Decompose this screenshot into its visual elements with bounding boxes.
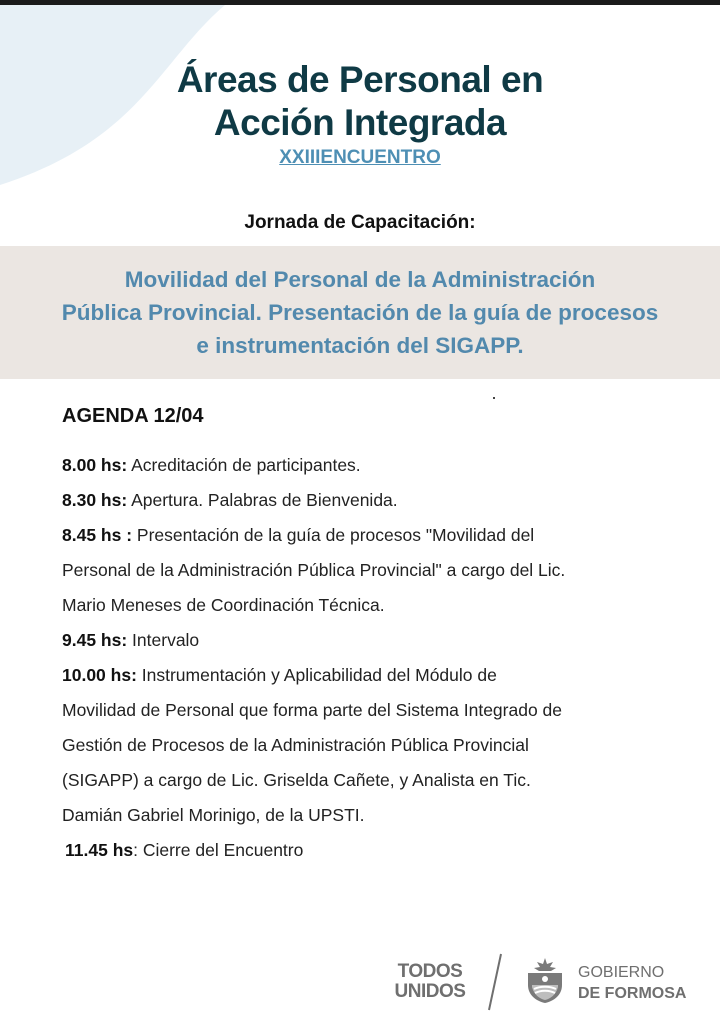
agenda-text: Apertura. Palabras de Bienvenida. bbox=[127, 490, 398, 510]
agenda-time: 8.45 hs : bbox=[62, 525, 133, 545]
agenda-list bbox=[62, 448, 692, 868]
agenda-time: 11.45 hs bbox=[65, 840, 134, 860]
topic-line-2: Pública Provincial. Presentación de la guía de procesos bbox=[61, 300, 659, 325]
slogan-line-1: TODOS bbox=[397, 961, 463, 982]
agenda-text: Presentación de la guía de procesos "Movilidad del bbox=[132, 525, 535, 545]
agenda-line bbox=[62, 448, 692, 483]
agenda-text: : Cierre del Encuentro bbox=[133, 840, 304, 860]
agenda-text: Movilidad de Personal que forma parte del Sistema Integrado de bbox=[62, 700, 563, 720]
agenda-line bbox=[62, 728, 692, 763]
agenda-line bbox=[62, 623, 692, 658]
agenda-text: Gestión de Procesos de la Administración Pública Provincial bbox=[62, 735, 529, 755]
agenda-heading: AGENDA 12/04 bbox=[62, 405, 204, 427]
agenda-text: Intervalo bbox=[127, 630, 200, 650]
agenda-time: 10.00 hs: bbox=[62, 665, 137, 685]
agenda-text: Acreditación de participantes. bbox=[127, 455, 361, 475]
event-edition: XXIIIENCUENTRO bbox=[279, 147, 441, 168]
agenda-line bbox=[62, 483, 692, 518]
page-title bbox=[0, 58, 720, 144]
agenda-time: 8.30 hs: bbox=[62, 490, 128, 510]
topic-line-1: Movilidad del Personal de la Administración bbox=[124, 267, 596, 292]
title-line-2: Acción Integrada bbox=[213, 102, 507, 143]
gov-line-2: DE FORMOSA bbox=[578, 985, 687, 1002]
gobierno-formosa-logo bbox=[578, 962, 686, 1004]
agenda-line bbox=[62, 518, 692, 553]
agenda-text: Instrumentación y Aplicabilidad del Módulo de bbox=[136, 665, 497, 685]
agenda-line bbox=[62, 763, 692, 798]
formosa-seal-icon bbox=[520, 955, 570, 1005]
title-line-1: Áreas de Personal en bbox=[176, 59, 544, 100]
jornada-label: Jornada de Capacitación: bbox=[244, 212, 476, 233]
gov-line-1: GOBIERNO bbox=[578, 964, 665, 981]
agenda-line bbox=[62, 798, 692, 833]
divider-slash bbox=[485, 952, 505, 1014]
agenda-text: Damián Gabriel Morinigo, de la UPSTI. bbox=[62, 805, 365, 825]
agenda-time: 8.00 hs: bbox=[62, 455, 128, 475]
agenda-line bbox=[62, 833, 692, 868]
todos-unidos-logo bbox=[390, 962, 470, 1002]
agenda-line bbox=[62, 553, 692, 588]
agenda-text: Personal de la Administración Pública Provincial" a cargo del Lic. bbox=[62, 560, 566, 580]
agenda-line bbox=[62, 588, 692, 623]
agenda-time: 9.45 hs: bbox=[62, 630, 128, 650]
stray-dot bbox=[493, 397, 495, 399]
topic-line-3: e instrumentación del SIGAPP. bbox=[196, 333, 524, 358]
topic-title bbox=[0, 263, 720, 362]
agenda-text: Mario Meneses de Coordinación Técnica. bbox=[62, 595, 385, 615]
agenda-text: (SIGAPP) a cargo de Lic. Griselda Cañete, y Analista en Tic. bbox=[62, 770, 531, 790]
slogan-line-2: UNIDOS bbox=[394, 981, 466, 1002]
agenda-line bbox=[62, 693, 692, 728]
agenda-line bbox=[62, 658, 692, 693]
